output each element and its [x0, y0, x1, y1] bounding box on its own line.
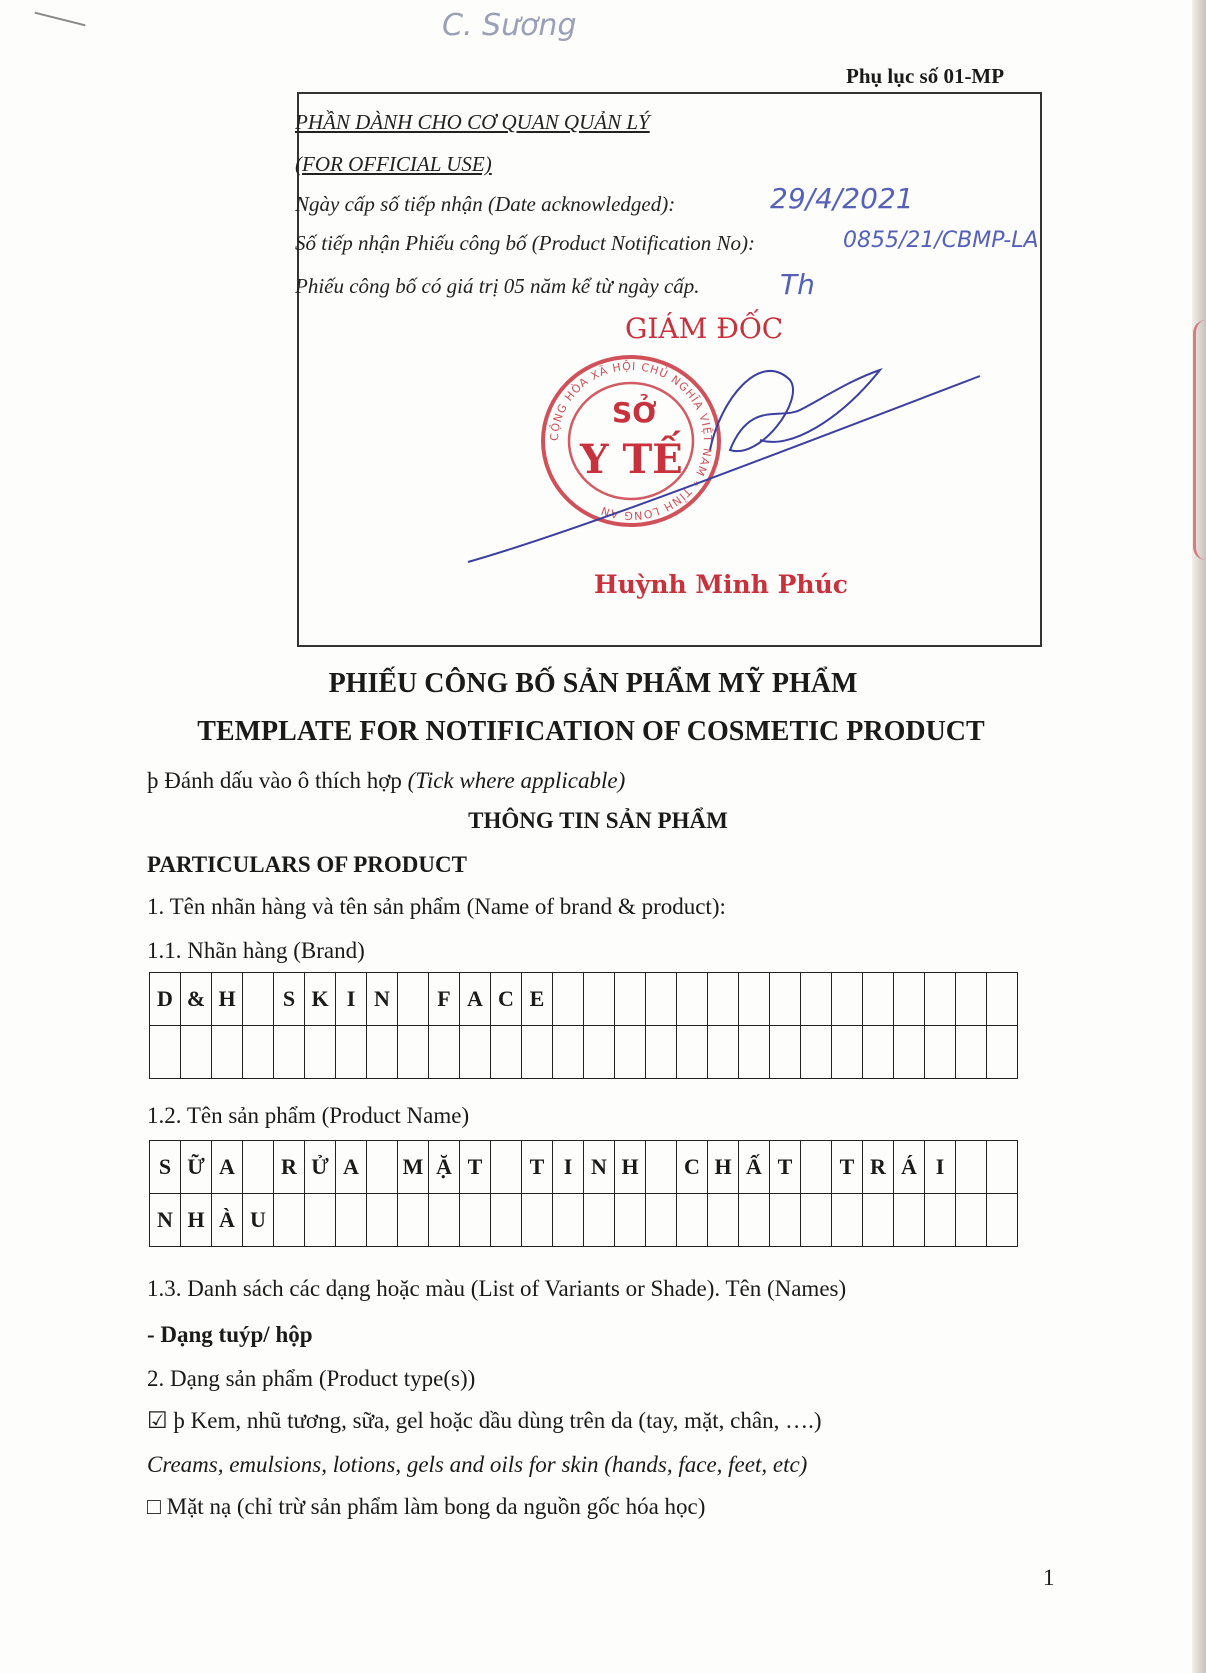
grid-cell[interactable]: I	[925, 1141, 956, 1194]
grid-cell[interactable]	[987, 1026, 1018, 1079]
grid-cell[interactable]	[274, 1194, 305, 1247]
grid-cell[interactable]: T	[522, 1141, 553, 1194]
director-signature	[460, 340, 1020, 570]
director-title: GIÁM ĐỐC	[625, 312, 784, 345]
grid-cell[interactable]	[522, 1194, 553, 1247]
grid-cell[interactable]	[398, 1026, 429, 1079]
grid-cell[interactable]	[460, 1194, 491, 1247]
official-heading-vi: PHẦN DÀNH CHO CƠ QUAN QUẢN LÝ	[295, 110, 650, 134]
grid-cell[interactable]	[646, 973, 677, 1026]
edge-seal-fragment	[1193, 320, 1206, 560]
grid-cell[interactable]: &	[181, 973, 212, 1026]
brand-grid	[149, 972, 1018, 1079]
title-en: TEMPLATE FOR NOTIFICATION OF COSMETIC PRODUCT	[197, 716, 985, 747]
grid-cell[interactable]	[615, 1194, 646, 1247]
grid-cell[interactable]	[584, 973, 615, 1026]
grid-cell[interactable]: K	[305, 973, 336, 1026]
grid-cell[interactable]	[677, 973, 708, 1026]
product-grid-row	[150, 1194, 1018, 1247]
grid-cell[interactable]	[491, 1026, 522, 1079]
grid-cell[interactable]	[398, 1194, 429, 1247]
grid-cell[interactable]: U	[243, 1194, 274, 1247]
notification-number-label: Số tiếp nhận Phiếu công bố (Product Notification No):	[295, 231, 755, 255]
grid-cell[interactable]	[801, 973, 832, 1026]
tick-note-vi: þ Đánh dấu vào ô thích hợp	[147, 768, 402, 793]
grid-cell[interactable]	[925, 973, 956, 1026]
grid-cell[interactable]	[212, 1026, 243, 1079]
margin-note: C. Sương	[442, 8, 577, 43]
grid-cell[interactable]	[677, 1026, 708, 1079]
grid-cell[interactable]	[987, 973, 1018, 1026]
grid-cell[interactable]: I	[553, 1141, 584, 1194]
brand-grid-row	[150, 1026, 1018, 1079]
grid-cell[interactable]	[863, 973, 894, 1026]
item-1-1-label: 1.1. Nhãn hàng (Brand)	[147, 938, 365, 963]
grid-cell[interactable]	[801, 1194, 832, 1247]
grid-cell[interactable]: R	[274, 1141, 305, 1194]
grid-cell[interactable]	[460, 1026, 491, 1079]
grid-cell[interactable]: Ữ	[181, 1141, 212, 1194]
grid-cell[interactable]: A	[212, 1141, 243, 1194]
section-title-vi: THÔNG TIN SẢN PHẨM	[468, 808, 728, 833]
grid-cell[interactable]: E	[522, 973, 553, 1026]
grid-cell[interactable]	[956, 973, 987, 1026]
grid-cell[interactable]: T	[832, 1141, 863, 1194]
grid-cell[interactable]	[305, 1194, 336, 1247]
stamp-ring-text: CỘNG HÒA XÃ HỘI CHỦ NGHĨA VIỆT NAM * TỈNH LONG AN	[547, 359, 715, 523]
grid-cell[interactable]	[894, 1026, 925, 1079]
grid-cell[interactable]	[367, 1194, 398, 1247]
item-1-3-label: 1.3. Danh sách các dạng hoặc màu (List of Variants or Shade). Tên (Names)	[147, 1276, 847, 1301]
handwritten-initials: Th	[780, 268, 815, 301]
validity-note: Phiếu công bố có giá trị 05 năm kể từ ngày cấp.	[295, 274, 700, 298]
grid-cell[interactable]	[491, 1194, 522, 1247]
grid-cell[interactable]	[646, 1141, 677, 1194]
grid-cell[interactable]	[832, 1026, 863, 1079]
grid-cell[interactable]	[677, 1194, 708, 1247]
grid-cell[interactable]: N	[584, 1141, 615, 1194]
official-heading-en: (FOR OFFICIAL USE)	[295, 152, 492, 176]
grid-cell[interactable]: À	[212, 1194, 243, 1247]
grid-cell[interactable]	[956, 1026, 987, 1079]
section-title-en: PARTICULARS OF PRODUCT	[147, 852, 467, 877]
grid-cell[interactable]	[770, 1194, 801, 1247]
grid-cell[interactable]: I	[336, 973, 367, 1026]
grid-cell[interactable]	[522, 1026, 553, 1079]
grid-cell[interactable]	[615, 973, 646, 1026]
product-type-option-1-en: Creams, emulsions, lotions, gels and oils for skin (hands, face, feet, etc)	[147, 1452, 808, 1477]
grid-cell[interactable]	[584, 1194, 615, 1247]
grid-cell[interactable]: F	[429, 973, 460, 1026]
variant-value: - Dạng tuýp/ hộp	[147, 1322, 313, 1347]
stamp-line-2: Y TẾ	[580, 436, 683, 483]
grid-cell[interactable]	[491, 1141, 522, 1194]
grid-cell[interactable]: D	[150, 973, 181, 1026]
product-grid-row	[150, 1141, 1018, 1194]
grid-cell[interactable]	[708, 1026, 739, 1079]
grid-cell[interactable]: T	[460, 1141, 491, 1194]
grid-cell[interactable]	[894, 1194, 925, 1247]
tick-note-en: (Tick where applicable)	[407, 768, 626, 793]
date-acknowledged-label: Ngày cấp số tiếp nhận (Date acknowledged):	[295, 192, 676, 216]
item-1-label: 1. Tên nhãn hàng và tên sản phẩm (Name of brand & product):	[147, 894, 726, 919]
grid-cell[interactable]	[398, 973, 429, 1026]
grid-cell[interactable]: S	[274, 973, 305, 1026]
product-type-option-1-vi[interactable]: ☑ þ Kem, nhũ tương, sữa, gel hoặc dầu dùng trên da (tay, mặt, chân, ….)	[147, 1408, 822, 1433]
grid-cell[interactable]: Ấ	[739, 1141, 770, 1194]
grid-cell[interactable]: R	[863, 1141, 894, 1194]
grid-cell[interactable]	[770, 1026, 801, 1079]
grid-cell[interactable]: H	[181, 1194, 212, 1247]
grid-cell[interactable]: T	[770, 1141, 801, 1194]
product-name-grid	[149, 1140, 1018, 1247]
page-edge	[1192, 0, 1206, 1673]
grid-cell[interactable]	[615, 1026, 646, 1079]
grid-cell[interactable]	[708, 1194, 739, 1247]
grid-cell[interactable]: H	[212, 973, 243, 1026]
grid-cell[interactable]	[429, 1194, 460, 1247]
grid-cell[interactable]	[863, 1194, 894, 1247]
grid-cell[interactable]: A	[460, 973, 491, 1026]
grid-cell[interactable]	[801, 1141, 832, 1194]
grid-cell[interactable]	[150, 1026, 181, 1079]
grid-cell[interactable]	[894, 973, 925, 1026]
grid-cell[interactable]: C	[677, 1141, 708, 1194]
grid-cell[interactable]: A	[336, 1141, 367, 1194]
grid-cell[interactable]: S	[150, 1141, 181, 1194]
grid-cell[interactable]	[553, 1194, 584, 1247]
grid-cell[interactable]	[274, 1026, 305, 1079]
grid-cell[interactable]	[832, 1194, 863, 1247]
product-type-option-2-vi[interactable]: □ Mặt nạ (chỉ trừ sản phẩm làm bong da nguồn gốc hóa học)	[147, 1494, 706, 1519]
grid-cell[interactable]	[429, 1026, 460, 1079]
item-2-label: 2. Dạng sản phẩm (Product type(s))	[147, 1366, 476, 1391]
grid-cell[interactable]	[336, 1026, 367, 1079]
grid-cell[interactable]	[367, 1141, 398, 1194]
item-1-2-label: 1.2. Tên sản phẩm (Product Name)	[147, 1103, 470, 1128]
grid-cell[interactable]	[367, 1026, 398, 1079]
grid-cell[interactable]	[925, 1194, 956, 1247]
grid-cell[interactable]	[181, 1026, 212, 1079]
grid-cell[interactable]	[739, 1194, 770, 1247]
grid-cell[interactable]	[956, 1194, 987, 1247]
director-name: Huỳnh Minh Phúc	[594, 570, 848, 599]
grid-cell[interactable]	[553, 1026, 584, 1079]
grid-cell[interactable]: Ặ	[429, 1141, 460, 1194]
grid-cell[interactable]	[801, 1026, 832, 1079]
grid-cell[interactable]	[243, 1141, 274, 1194]
grid-cell[interactable]	[553, 973, 584, 1026]
grid-cell[interactable]	[646, 1026, 677, 1079]
grid-cell[interactable]	[243, 973, 274, 1026]
title-vi: PHIẾU CÔNG BỐ SẢN PHẨM MỸ PHẨM	[328, 668, 858, 699]
appendix-label: Phụ lục số 01-MP	[846, 64, 1005, 88]
date-acknowledged-value: 29/4/2021	[770, 182, 914, 215]
page-number: 1	[1043, 1565, 1055, 1590]
grid-cell[interactable]	[987, 1194, 1018, 1247]
grid-cell[interactable]: N	[150, 1194, 181, 1247]
brand-grid-row	[150, 973, 1018, 1026]
grid-cell[interactable]	[987, 1141, 1018, 1194]
grid-cell[interactable]	[832, 973, 863, 1026]
grid-cell[interactable]	[925, 1026, 956, 1079]
notification-number-value: 0855/21/CBMP-LA	[843, 228, 1039, 253]
grid-cell[interactable]: H	[708, 1141, 739, 1194]
tick-note	[147, 768, 625, 794]
grid-cell[interactable]	[646, 1194, 677, 1247]
grid-cell[interactable]: C	[491, 973, 522, 1026]
grid-cell[interactable]	[584, 1026, 615, 1079]
grid-cell[interactable]	[956, 1141, 987, 1194]
grid-cell[interactable]	[305, 1026, 336, 1079]
grid-cell[interactable]	[739, 1026, 770, 1079]
grid-cell[interactable]: N	[367, 973, 398, 1026]
grid-cell[interactable]: Á	[894, 1141, 925, 1194]
grid-cell[interactable]	[770, 973, 801, 1026]
stamp-line-1: SỞ	[612, 396, 657, 429]
grid-cell[interactable]	[336, 1194, 367, 1247]
grid-cell[interactable]: H	[615, 1141, 646, 1194]
grid-cell[interactable]: M	[398, 1141, 429, 1194]
grid-cell[interactable]	[863, 1026, 894, 1079]
grid-cell[interactable]: Ử	[305, 1141, 336, 1194]
grid-cell[interactable]	[708, 973, 739, 1026]
pencil-mark	[35, 12, 86, 27]
grid-cell[interactable]	[739, 973, 770, 1026]
grid-cell[interactable]	[243, 1026, 274, 1079]
